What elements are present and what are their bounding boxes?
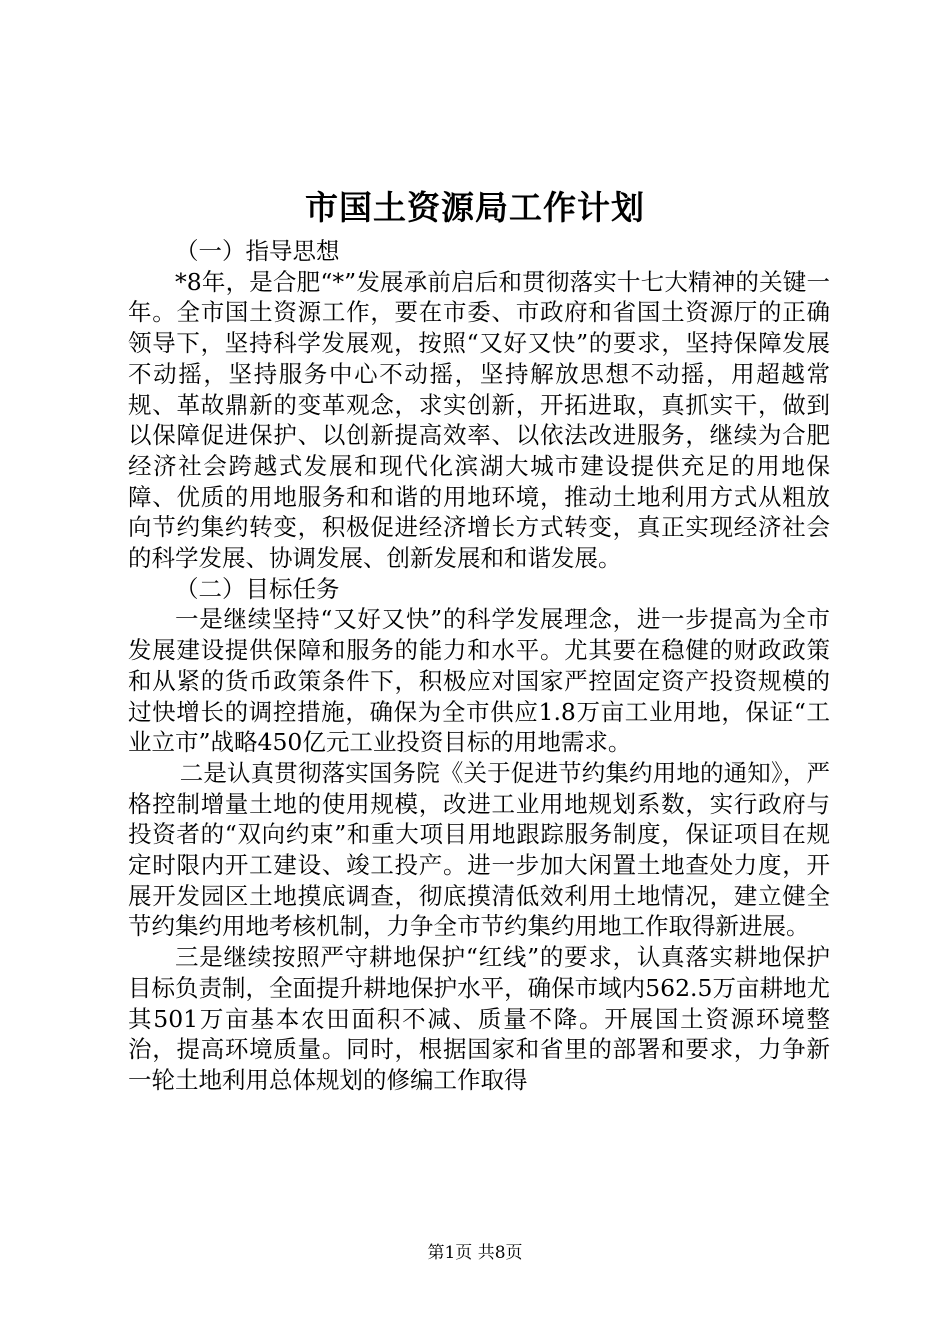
- paragraph-goal-one: 一是继续坚持“又好又快”的科学发展理念，进一步提高为全市发展建设提供保障和服务的能力和水平。尤其要在稳健的财政政策和从紧的货币政策条件下，积极应对国家严控固定资产投资规模的过快增长的调控措施，确保为全市供应1.8万亩工业用地，保证“工业立市”战略450亿元工业投资目标的用地需求。: [128, 605, 830, 757]
- page-number-footer: 第1页 共8页: [427, 1243, 523, 1263]
- document-title: 市国土资源局工作计划: [305, 188, 645, 227]
- paragraph-goal-three: 三是继续按照严守耕地保护“红线”的要求，认真落实耕地保护目标负责制，全面提升耕地保护水平，确保市域内562.5万亩耕地尤其501万亩基本农田面积不减、质量不降。开展国土资源环境整治，提高环境质量。同时，根据国家和省里的部署和要求，力争新一轮土地利用总体规划的修编工作取得: [128, 943, 830, 1094]
- paragraph-guiding-ideology: *8年，是合肥“*”发展承前启后和贯彻落实十七大精神的关键一年。全市国土资源工作，要在市委、市政府和省国土资源厅的正确领导下，坚持科学发展观，按照“又好又快”的要求，坚持保障发展不动摇，坚持服务中心不动摇，坚持解放思想不动摇，用超越常规、革故鼎新的变革观念，求实创新，开拓进取，真抓实干，做到以保障促进保护、以创新提高效率、以依法改进服务，继续为合肥经济社会跨越式发展和现代化滨湖大城市建设提供充足的用地保障、优质的用地服务和和谐的用地环境，推动土地利用方式从粗放向节约集约转变，积极促进经济增长方式转变，真正实现经济社会的科学发展、协调发展、创新发展和和谐发展。: [128, 267, 830, 573]
- document-body: [128, 236, 830, 1096]
- paragraph-goal-two: 二是认真贯彻落实国务院《关于促进节约集约用地的通知》，严格控制增量土地的使用规模，改进工业用地规划系数，实行政府与投资者的“双向约束”和重大项目用地跟踪服务制度，保证项目在规定时限内开工建设、竣工投产。进一步加大闲置土地查处力度，开展开发园区土地摸底调查，彻底摸清低效利用土地情况，建立健全节约集约用地考核机制，力争全市节约集约用地工作取得新进展。: [128, 758, 830, 941]
- section-heading-guiding-ideology: （一）指导思想: [175, 237, 340, 265]
- section-heading-goals-tasks: （二）目标任务: [175, 574, 340, 603]
